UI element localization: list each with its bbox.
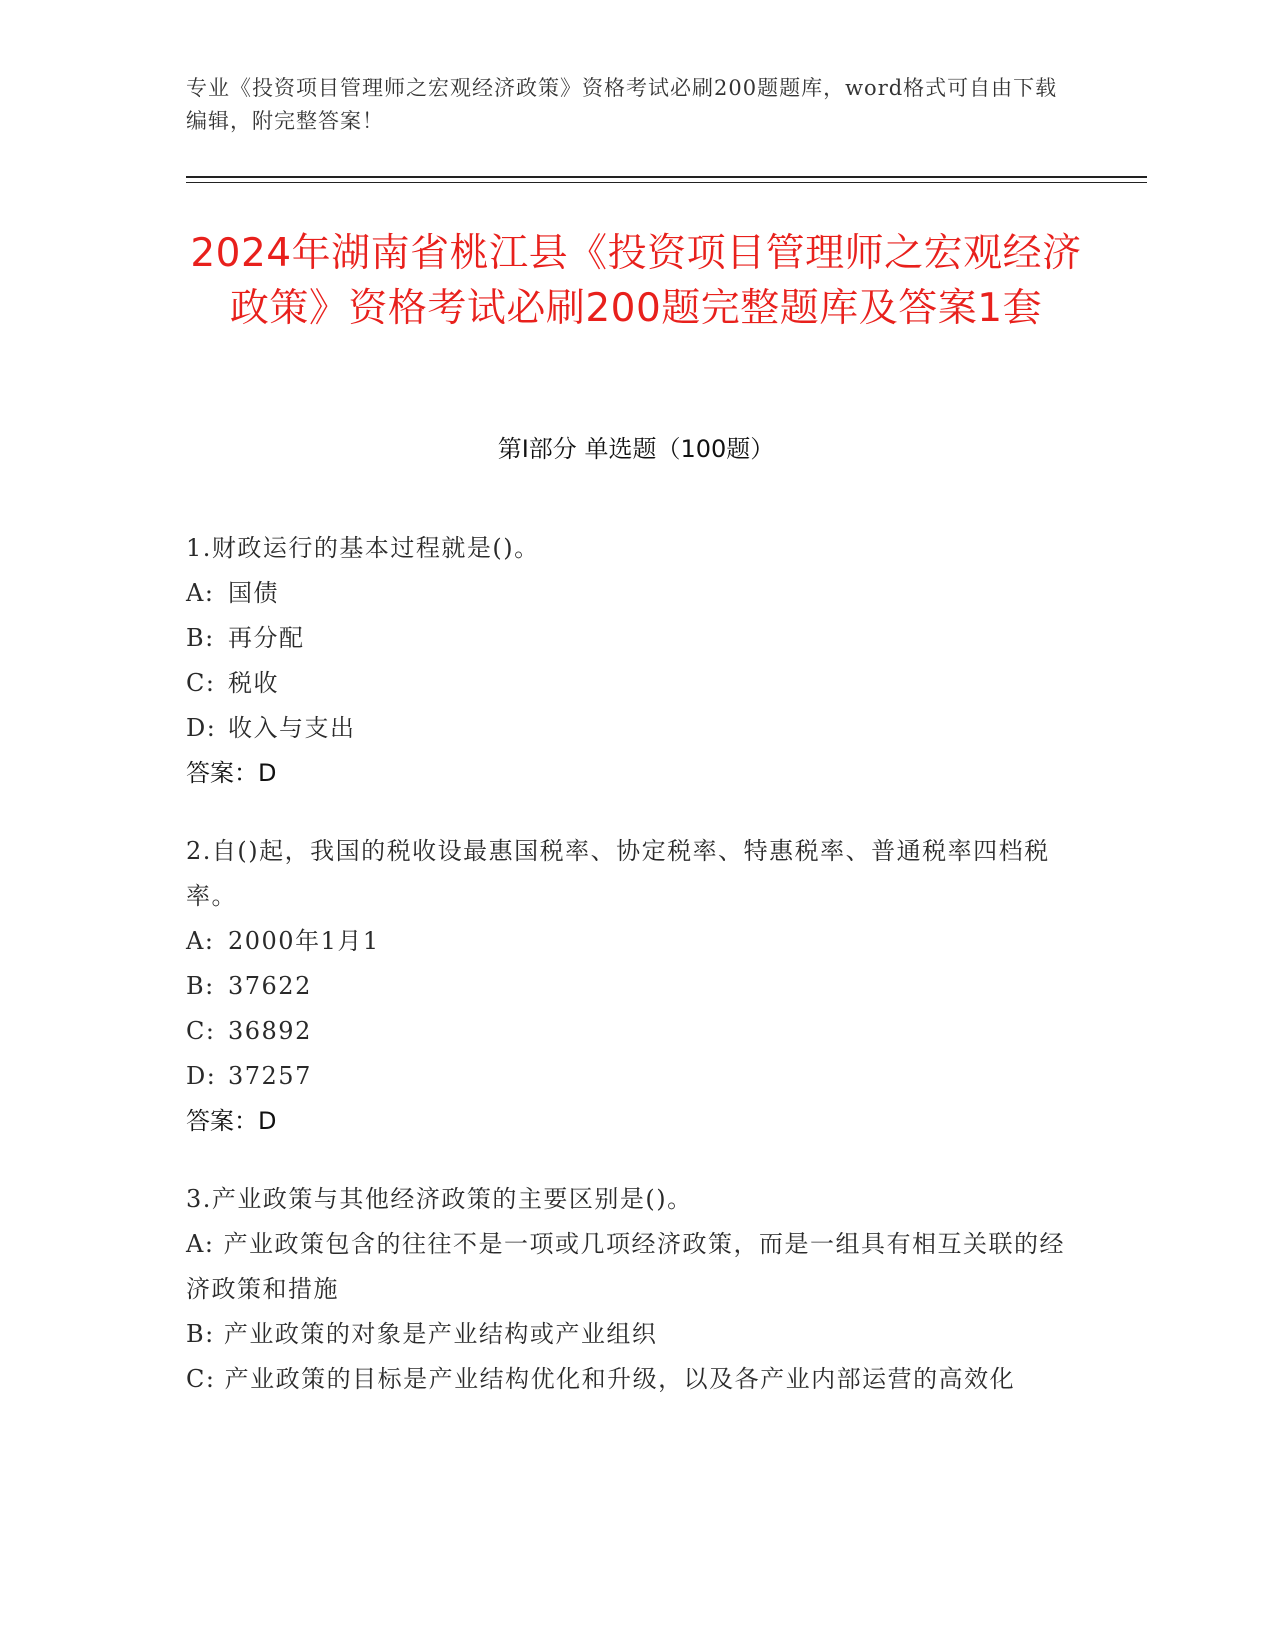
option-a	[186, 919, 1066, 964]
answer: 答案：D	[186, 759, 277, 787]
question-1	[186, 526, 1066, 796]
option-text: 再分配	[228, 624, 305, 652]
option-label: D:	[186, 1062, 217, 1090]
option-text: 国债	[228, 579, 279, 607]
option-b	[186, 616, 1066, 661]
option-c	[186, 1009, 1066, 1054]
section-heading: 第I部分 单选题（100题）	[497, 435, 775, 463]
option-d	[186, 1054, 1066, 1099]
option-text: 产业政策的对象是产业结构或产业组织	[223, 1320, 658, 1348]
option-label: C:	[186, 1365, 216, 1393]
answer: 答案：D	[186, 1107, 277, 1135]
option-text: 36892	[228, 1017, 312, 1045]
option-label: C:	[186, 669, 216, 697]
question-2	[186, 829, 1066, 1144]
option-label: C:	[186, 1017, 216, 1045]
option-label: B:	[186, 1320, 215, 1348]
question-stem: 3.产业政策与其他经济政策的主要区别是()。	[186, 1185, 693, 1213]
option-c	[186, 1357, 1066, 1402]
option-label: D:	[186, 714, 217, 742]
option-text: 产业政策包含的往往不是一项或几项经济政策，而是一组具有相互关联的经济政策和措施	[186, 1230, 1066, 1303]
option-label: A:	[186, 579, 215, 607]
question-3	[186, 1177, 1066, 1402]
header-note: 专业《投资项目管理师之宏观经济政策》资格考试必刷200题题库，word格式可自由下载编辑，附完整答案！	[186, 76, 1058, 133]
question-stem: 2.自()起，我国的税收设最惠国税率、协定税率、特惠税率、普通税率四档税率。	[186, 837, 1050, 910]
option-label: A:	[186, 927, 215, 955]
option-text: 产业政策的目标是产业结构优化和升级，以及各产业内部运营的高效化	[224, 1365, 1016, 1393]
option-text: 37622	[228, 972, 312, 1000]
option-text: 2000年1月1	[228, 927, 380, 955]
question-list	[186, 526, 1066, 1435]
option-c	[186, 661, 1066, 706]
option-b	[186, 1312, 1066, 1357]
question-stem: 1.财政运行的基本过程就是()。	[186, 534, 540, 562]
option-a	[186, 571, 1066, 616]
document-title: 2024年湖南省桃江县《投资项目管理师之宏观经济政策》资格考试必刷200题完整题库及答案1套	[190, 231, 1082, 331]
option-d	[186, 706, 1066, 751]
option-b	[186, 964, 1066, 1009]
option-label: B:	[186, 624, 215, 652]
header-divider-thick	[186, 176, 1147, 178]
option-text: 税收	[228, 669, 279, 697]
option-label: A:	[186, 1230, 215, 1258]
option-text: 37257	[228, 1062, 312, 1090]
header-divider-thin	[186, 182, 1147, 183]
option-text: 收入与支出	[228, 714, 356, 742]
option-label: B:	[186, 972, 215, 1000]
option-a	[186, 1222, 1066, 1312]
